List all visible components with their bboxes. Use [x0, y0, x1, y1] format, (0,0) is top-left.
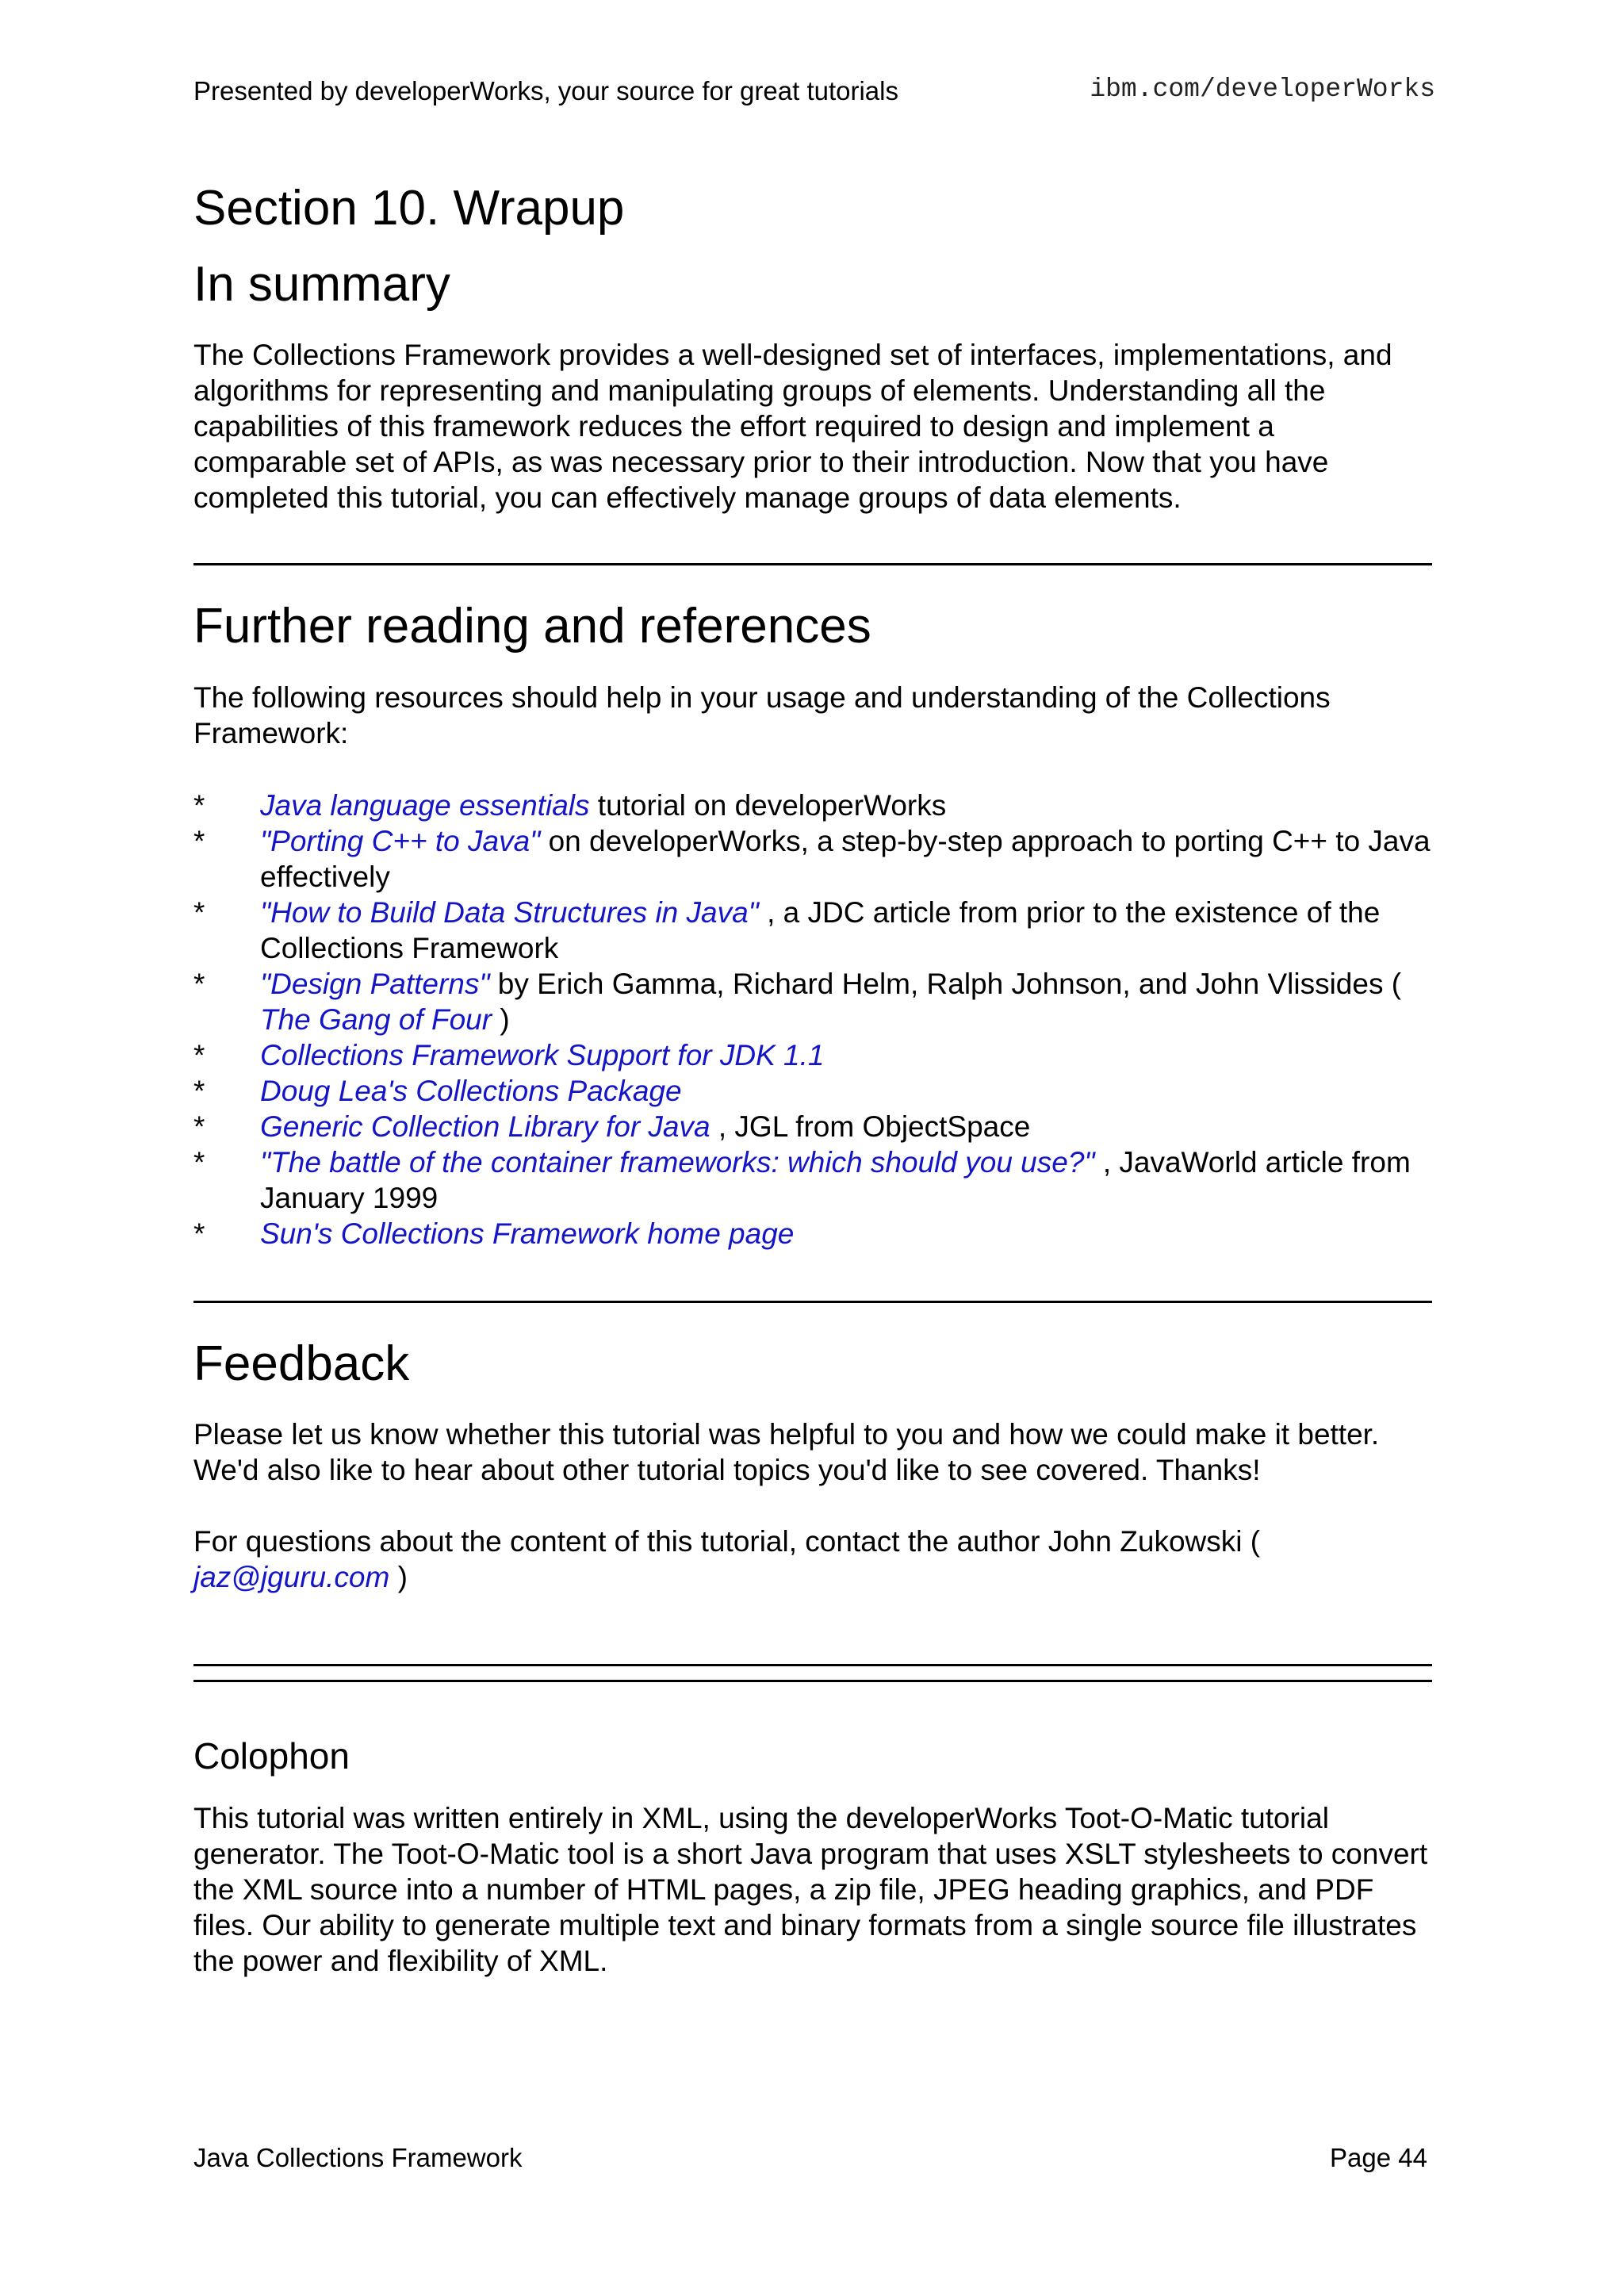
reference-link[interactable]: Doug Lea's Collections Package [260, 1074, 682, 1107]
reference-text: by Erich Gamma, Richard Helm, Ralph Johnson, and John Vlissides ( [489, 967, 1402, 1000]
feedback-heading: Feedback [193, 1336, 410, 1391]
bullet: * [193, 967, 205, 1000]
reference-text: on developerWorks, a step-by-step approach to porting C++ to Java effectively [260, 824, 1431, 893]
bullet: * [193, 1217, 205, 1250]
reference-text: , JGL from ObjectSpace [710, 1110, 1031, 1143]
header-right-url: ibm.com/developerWorks [1090, 75, 1435, 104]
reference-text: tutorial on developerWorks [589, 788, 947, 822]
divider [193, 1664, 1432, 1666]
references-list [193, 788, 1432, 1251]
summary-body: The Collections Framework provides a well-designed set of interfaces, implementations, and algorithms for representing and manipulating groups of elements. Understanding all the capabilities of this framework reduces the effort required to design and implement a comparable set of APIs, as was necessary prior to their introduction. Now that you have completed this tutorial, you can effectively manage groups of data elements. [193, 339, 1392, 514]
divider [193, 1301, 1432, 1303]
list-item [193, 966, 1432, 1037]
bullet: * [193, 1145, 205, 1179]
contact-text: For questions about the content of this tutorial, contact the author John Zukowski ( [193, 1525, 1261, 1558]
further-reading-heading: Further reading and references [193, 599, 871, 654]
list-item [193, 1216, 1432, 1251]
list-item [193, 1144, 1432, 1216]
feedback-body: Please let us know whether this tutorial was helpful to you and how we could make it better. We'd also like to hear about other tutorial topics you'd like to see covered. Thanks! [193, 1418, 1380, 1486]
bullet: * [193, 824, 205, 857]
divider [193, 1680, 1432, 1682]
reference-link[interactable]: "How to Build Data Structures in Java" [260, 895, 759, 929]
email-link[interactable]: jaz@jguru.com [193, 1561, 390, 1593]
footer-left-text: Java Collections Framework [193, 2143, 523, 2172]
reference-text: , JavaWorld article from January 1999 [260, 1145, 1411, 1214]
footer-page-number: Page 44 [1330, 2143, 1427, 2172]
list-item [193, 895, 1432, 966]
list-item [193, 823, 1432, 895]
colophon-body: This tutorial was written entirely in XML, using the developerWorks Toot-O-Matic tutorial generator. The Toot-O-Matic tool is a short Java program that uses XSLT stylesheets to convert the XML source into a number of HTML pages, a zip file, JPEG heading graphics, and PDF files. Our ability to generate multiple text and binary formats from a single source file illustrates the power and flexibility of XML. [193, 1802, 1428, 1978]
list-item [193, 1037, 1432, 1073]
reference-text: , a JDC article from prior to the existence of the Collections Framework [260, 895, 1381, 964]
list-item [193, 788, 1432, 823]
reference-link[interactable]: Collections Framework Support for JDK 1.1 [260, 1038, 825, 1071]
further-reading-intro: The following resources should help in your usage and understanding of the Collections Framework: [193, 680, 1331, 749]
section-title: Section 10. Wrapup [193, 181, 625, 236]
reference-link[interactable]: Generic Collection Library for Java [260, 1110, 710, 1143]
summary-heading: In summary [193, 256, 450, 312]
bullet: * [193, 1074, 205, 1107]
contact-suffix: ) [389, 1561, 408, 1593]
reference-link[interactable]: "Design Patterns" [260, 967, 490, 1000]
bullet: * [193, 788, 205, 822]
main-content [193, 178, 1432, 1979]
bullet: * [193, 895, 205, 929]
feedback-contact [193, 1524, 1432, 1595]
reference-link[interactable]: "Porting C++ to Java" [260, 824, 541, 857]
colophon-heading: Colophon [193, 1735, 350, 1777]
header-left-text: Presented by developerWorks, your source for great tutorials [193, 76, 898, 105]
list-item [193, 1109, 1432, 1144]
reference-link[interactable]: Sun's Collections Framework home page [260, 1217, 795, 1250]
reference-link[interactable]: The Gang of Four [260, 1002, 492, 1036]
list-item [193, 1073, 1432, 1109]
reference-link[interactable]: Java language essentials [260, 788, 590, 822]
bullet: * [193, 1038, 205, 1071]
reference-link[interactable]: "The battle of the container frameworks: which should you use?" [260, 1145, 1095, 1179]
divider [193, 563, 1432, 565]
bullet: * [193, 1110, 205, 1143]
reference-text: ) [492, 1002, 510, 1036]
